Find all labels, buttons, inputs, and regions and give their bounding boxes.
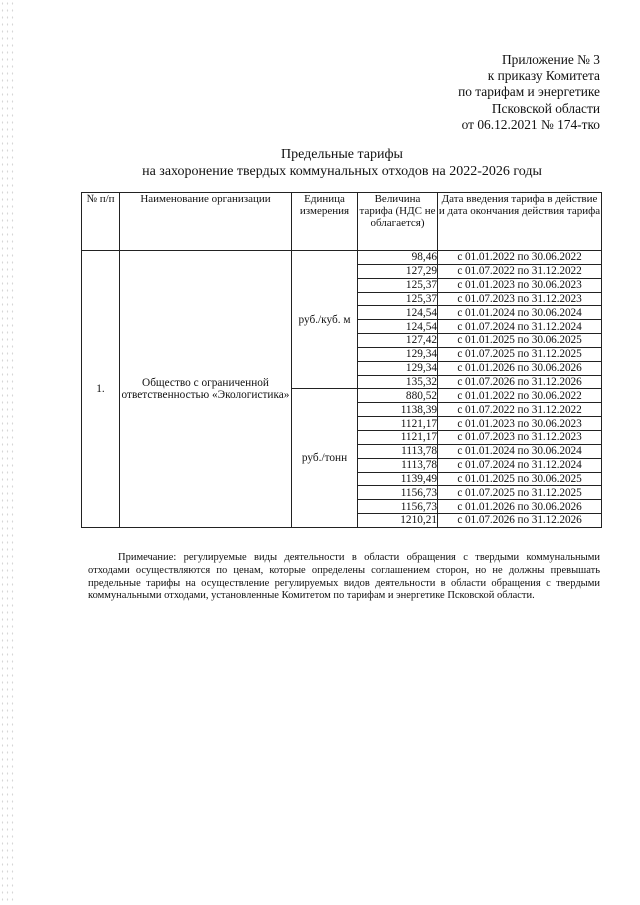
tariff-period: с 01.01.2026 по 30.06.2026 — [438, 361, 602, 375]
row-number: 1. — [82, 251, 120, 528]
tariff-value: 125,37 — [358, 278, 438, 292]
title-line-2: на захоронение твердых коммунальных отходов на 2022-2026 годы — [142, 164, 542, 179]
tariff-value: 1121,17 — [358, 417, 438, 431]
tariff-period: с 01.07.2023 по 31.12.2023 — [438, 430, 602, 444]
appendix-line: Псковской области — [491, 100, 600, 116]
appendix-line: по тарифам и энергетике — [458, 84, 600, 100]
footnote: Примечание: регулируемые виды деятельности в области обращения с твердыми коммунальными отходами осуществляются по ценам, которые определены соглашением сторон, но не должны превышать предельные тарифы на осуществление регулируемых видов деятельности в области обращения с твердыми коммунальными отходами, установленные Комитетом по тарифам и энергетике Псковской области. — [88, 552, 600, 602]
organization-name: Общество с ограниченной ответственностью «Экологистика» — [120, 251, 292, 528]
tariff-value: 129,34 — [358, 361, 438, 375]
tariff-value: 135,32 — [358, 375, 438, 389]
tariff-period: с 01.01.2025 по 30.06.2025 — [438, 472, 602, 486]
unit-cubic-meter: руб./куб. м — [292, 251, 358, 389]
tariff-value: 1113,78 — [358, 458, 438, 472]
tariff-value: 1113,78 — [358, 444, 438, 458]
appendix-block — [458, 52, 600, 133]
header-unit: Единица измерения — [292, 193, 358, 251]
tariff-period: с 01.01.2026 по 30.06.2026 — [438, 500, 602, 514]
tariff-period: с 01.07.2025 по 31.12.2025 — [438, 486, 602, 500]
appendix-line: от 06.12.2021 № 174-тко — [461, 116, 600, 132]
title-line-1: Предельные тарифы — [281, 147, 403, 162]
unit-tonne: руб./тонн — [292, 389, 358, 527]
tariff-period: с 01.01.2023 по 30.06.2023 — [438, 278, 602, 292]
tariff-value: 1156,73 — [358, 500, 438, 514]
header-period: Дата введения тарифа в действие и дата окончания действия тарифа — [438, 193, 602, 251]
table-row — [82, 251, 602, 265]
tariff-value: 880,52 — [358, 389, 438, 403]
scan-edge-noise — [0, 0, 16, 905]
tariff-value: 125,37 — [358, 292, 438, 306]
tariff-value: 98,46 — [358, 251, 438, 265]
tariff-value: 1121,17 — [358, 430, 438, 444]
tariff-value: 1156,73 — [358, 486, 438, 500]
header-value: Величина тарифа (НДС не облагается) — [358, 193, 438, 251]
tariff-period: с 01.07.2023 по 31.12.2023 — [438, 292, 602, 306]
tariff-period: с 01.07.2026 по 31.12.2026 — [438, 375, 602, 389]
tariff-period: с 01.01.2023 по 30.06.2023 — [438, 417, 602, 431]
tariff-period: с 01.01.2024 по 30.06.2024 — [438, 306, 602, 320]
appendix-line: Приложение № 3 — [501, 52, 600, 67]
tariff-period: с 01.07.2022 по 31.12.2022 — [438, 403, 602, 417]
tariff-period: с 01.07.2026 по 31.12.2026 — [438, 514, 602, 528]
tariff-value: 1210,21 — [358, 514, 438, 528]
tariff-period: с 01.01.2024 по 30.06.2024 — [438, 444, 602, 458]
tariff-value: 1139,49 — [358, 472, 438, 486]
tariff-value: 124,54 — [358, 306, 438, 320]
tariff-period: с 01.01.2022 по 30.06.2022 — [438, 251, 602, 265]
header-organization: Наименование организации — [120, 193, 292, 251]
tariff-period: с 01.01.2022 по 30.06.2022 — [438, 389, 602, 403]
tariff-period: с 01.01.2025 по 30.06.2025 — [438, 334, 602, 348]
appendix-line: к приказу Комитета — [487, 68, 600, 84]
tariff-value: 129,34 — [358, 347, 438, 361]
tariff-value: 127,42 — [358, 334, 438, 348]
tariff-value: 127,29 — [358, 264, 438, 278]
tariff-value: 1138,39 — [358, 403, 438, 417]
tariff-period: с 01.07.2025 по 31.12.2025 — [438, 347, 602, 361]
header-num: № п/п — [82, 193, 120, 251]
tariff-period: с 01.07.2024 по 31.12.2024 — [438, 320, 602, 334]
table-header-row — [82, 193, 602, 251]
tariff-period: с 01.07.2022 по 31.12.2022 — [438, 264, 602, 278]
document-title — [72, 146, 612, 180]
tariff-value: 124,54 — [358, 320, 438, 334]
tariff-table — [81, 192, 602, 528]
tariff-period: с 01.07.2024 по 31.12.2024 — [438, 458, 602, 472]
